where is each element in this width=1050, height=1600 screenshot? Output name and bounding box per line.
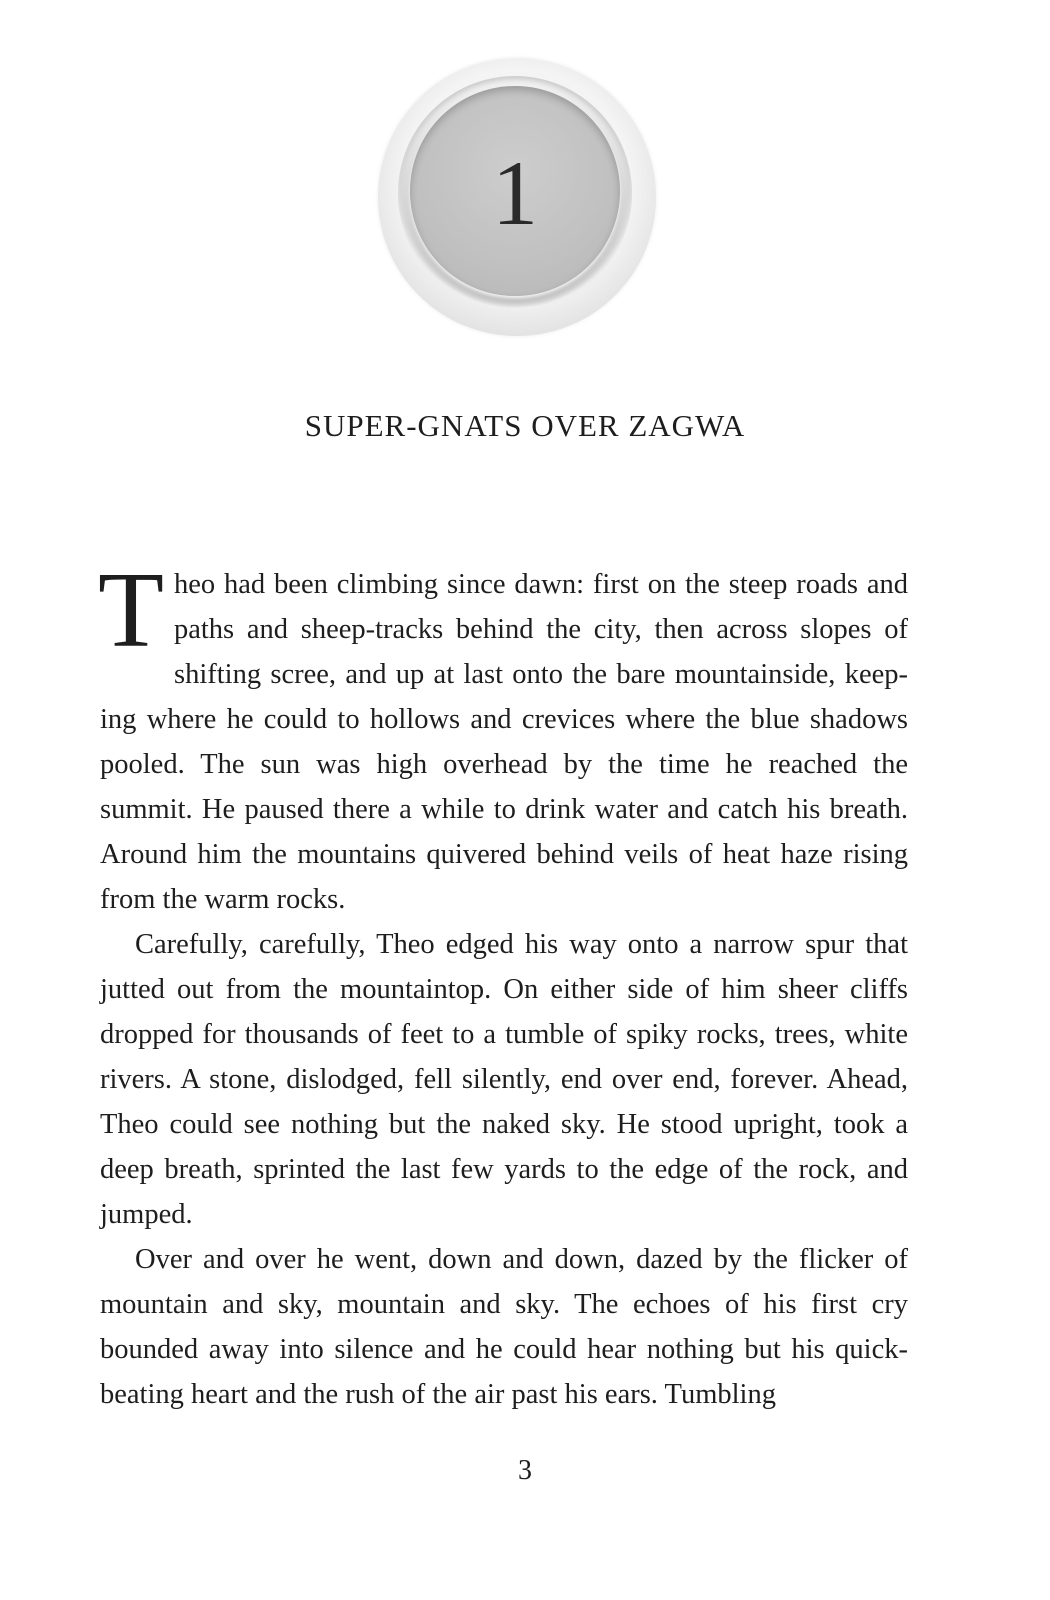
paragraph-1 — [98, 551, 908, 922]
paragraph-2: Carefully, carefully, Theo edged his way onto a narrow spur that jutted out from the mountaintop. On either side of him sheer cliffs dropped for thousands of feet to a tumble of spiky rocks, trees, white rivers. A stone, dislodged, fell silently, end over end, forever. Ahead, Theo could see nothing but the naked sky. He stood upright, took a deep breath, sprinted the last few yards to the edge of the rock, and jumped. — [100, 929, 908, 1230]
medallion-ring — [398, 76, 632, 310]
page-number: 3 — [518, 1455, 532, 1486]
medallion-face — [410, 86, 620, 296]
paragraph-1-text: heo had been climbing since dawn: first on the steep roads and paths and sheep-tracks behind the city, then across slopes of shifting scree, and up at last onto the bare mountainside, keeping where he could to hollows and crevices where the blue shadows pooled. The sun was high overhead by the time he reached the summit. He paused there a while to drink water and catch his breath. Around him the mountains quivered behind veils of heat haze rising from the warm rocks. — [100, 569, 908, 915]
chapter-body — [98, 551, 908, 1417]
drop-cap: T — [98, 551, 164, 670]
paragraph-3: Over and over he went, down and down, dazed by the flicker of mountain and sky, mountain and sky. The echoes of his first cry bounded away into silence and he could hear nothing but his quick-beating heart and the rush of the air past his ears. Tumbling — [100, 1244, 908, 1410]
chapter-medallion — [378, 58, 656, 336]
chapter-number: 1 — [492, 142, 538, 244]
chapter-title: SUPER-GNATS OVER ZAGWA — [304, 408, 746, 443]
